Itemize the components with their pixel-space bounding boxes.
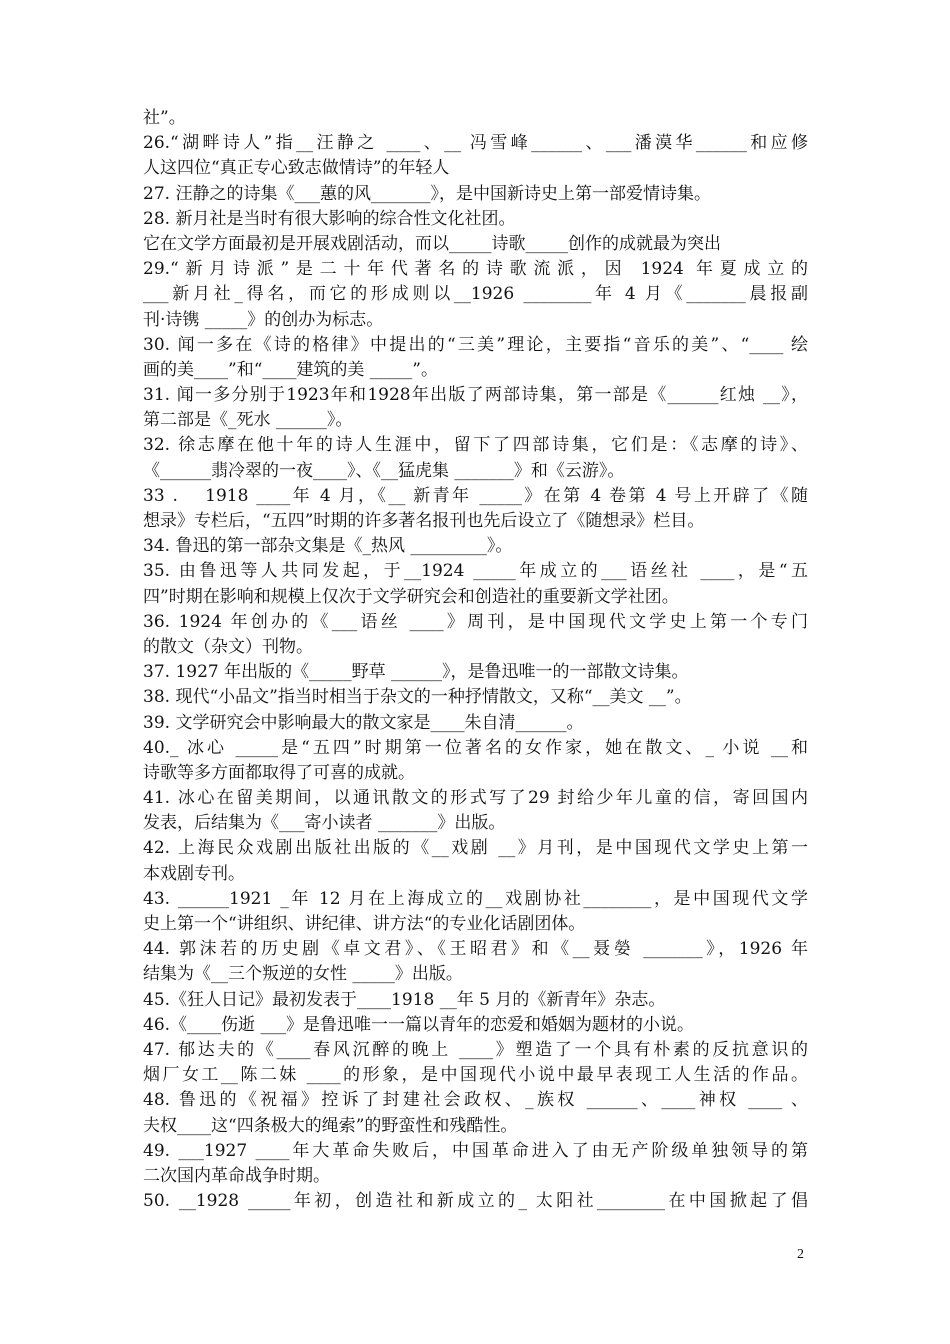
text-line: 38. 现代“小品文”指当时相当于杂文的一种抒情散文，又称“__美文 __”。 <box>143 687 692 708</box>
text-line: 33 . 1918 ____年 4 月，《__ 新青年 _____》在第 4 卷第 4 号上开辟了《随 <box>143 485 808 506</box>
text-line: 人这四位“真正专心致志做情诗”的年轻人 <box>143 158 450 179</box>
text-line: 《______翡冷翠的一夜____》、《__猛虎集 _______》和《云游》。 <box>143 460 625 481</box>
text-line: 35. 由鲁迅等人共同发起，于__1924 _____年成立的___语丝社 ____，是“五 <box>143 561 808 582</box>
text-line: 它在文学方面最初是开展戏剧活动，而以_____诗歌_____创作的成就最为突出 <box>143 233 721 254</box>
page-number: 2 <box>797 1247 804 1262</box>
text-line: 40._ 冰心 _____是“五四”时期第一位著名的女作家，她在散文、_ 小说 __和 <box>143 737 808 758</box>
text-line: 42. 上海民众戏剧出版社出版的《__戏剧 __》月刊，是中国现代文学史上第一 <box>143 838 808 859</box>
text-line: 43. ______1921 _年 12 月在上海成立的__戏剧协社________，是中国现代文学 <box>143 888 808 909</box>
text-line: 30. 闻一多在《诗的格律》中提出的“三美”理论，主要指“音乐的美”、“____ 绘 <box>143 334 808 355</box>
text-line: 39. 文学研究会中影响最大的散文家是____朱自清______。 <box>143 712 584 733</box>
text-line: 诗歌等多方面都取得了可喜的成就。 <box>143 762 415 783</box>
text-line: 49. ___1927 ____年大革命失败后，中国革命进入了由无产阶级单独领导的第 <box>143 1140 808 1161</box>
text-line: 41. 冰心在留美期间，以通讯散文的形式写了29 封给少年儿童的信，寄回国内 <box>143 788 808 809</box>
text-line: 34. 鲁迅的第一部杂文集是《_热风 _________》。 <box>143 536 513 557</box>
text-line: 史上第一个“讲组织、讲纪律、讲方法“的专业化话剧团体。 <box>143 914 586 934</box>
text-line: 刊·诗镌 _____》的创办为标志。 <box>143 309 384 330</box>
text-line: 的散文（杂文）刊物。 <box>143 636 313 657</box>
text-line: 本戏剧专刊。 <box>143 863 245 884</box>
text-line: 画的美____”和“____建筑的美 _____”。 <box>143 359 438 380</box>
text-line: 二次国内革命战争时期。 <box>143 1165 330 1186</box>
text-line: 44. 郭沫若的历史剧《卓文君》、《王昭君》和《__聂嫈 _______》，1926 年 <box>143 939 808 960</box>
text-line: 50. __1928 _____年初，创造社和新成立的_ 太阳社________在中国掀起了倡 <box>143 1191 808 1212</box>
text-line: 31. 闻一多分别于1923年和1928年出版了两部诗集，第一部是《______红烛 __》， <box>143 385 808 406</box>
text-line: 48. 鲁迅的《祝福》控诉了封建社会政权、_族权 ______、____神权 ____ 、 <box>143 1090 808 1111</box>
text-line: 发表，后结集为《___寄小读者 _______》出版。 <box>143 813 506 834</box>
text-line: 社”。 <box>143 108 186 128</box>
text-line: 27. 汪静之的诗集《___蕙的风_______》，是中国新诗史上第一部爱情诗集。 <box>143 183 711 204</box>
text-line: 45.《狂人日记》最初发表于____1918 __年 5 月的《新青年》杂志。 <box>143 989 666 1010</box>
text-line: 32. 徐志摩在他十年的诗人生涯中，留下了四部诗集，它们是：《志摩的诗》、 <box>143 435 808 456</box>
text-line: 29.“新月诗派”是二十年代著名的诗歌流派，因 1924 年夏成立的 <box>143 259 808 280</box>
text-line: ___新月社_得名，而它的形成则以__1926 ________年 4 月《_______晨报副 <box>143 284 808 305</box>
text-line: 46.《____伤逝 ___》是鲁迅唯一一篇以青年的恋爱和婚姻为题材的小说。 <box>143 1014 694 1035</box>
text-line: 37. 1927 年出版的《_____野草 ______》，是鲁迅唯一的一部散文诗集。 <box>143 662 689 683</box>
text-line: 47. 郁达夫的《____春风沉醉的晚上 ____》塑造了一个具有朴素的反抗意识的 <box>143 1039 808 1060</box>
text-line: 夫权____这“四条极大的绳索”的野蛮性和残酷性。 <box>143 1115 518 1136</box>
text-line: 36. 1924 年创办的《___语丝 ____》周刊，是中国现代文学史上第一个专门 <box>143 611 808 632</box>
text-line: 第二部是《_死水 ______》。 <box>143 410 353 431</box>
document-body <box>143 106 808 1214</box>
text-line: 结集为《__三个叛逆的女性 _____》出版。 <box>143 964 463 985</box>
text-line: 28. 新月社是当时有很大影响的综合性文化社团。 <box>143 208 516 229</box>
text-line: 烟厂女工__陈二妹 ____的形象，是中国现代小说中最早表现工人生活的作品。 <box>143 1065 808 1086</box>
text-line: 26.“湖畔诗人”指__汪静之 ____、__ 冯雪峰______、___潘漠华______和应修 <box>143 133 808 154</box>
text-line: 想录》专栏后，“五四”时期的许多著名报刊也先后设立了《随想录》栏目。 <box>143 511 705 531</box>
text-line: 四”时期在影响和规模上仅次于文学研究会和创造社的重要新文学社团。 <box>143 586 679 607</box>
